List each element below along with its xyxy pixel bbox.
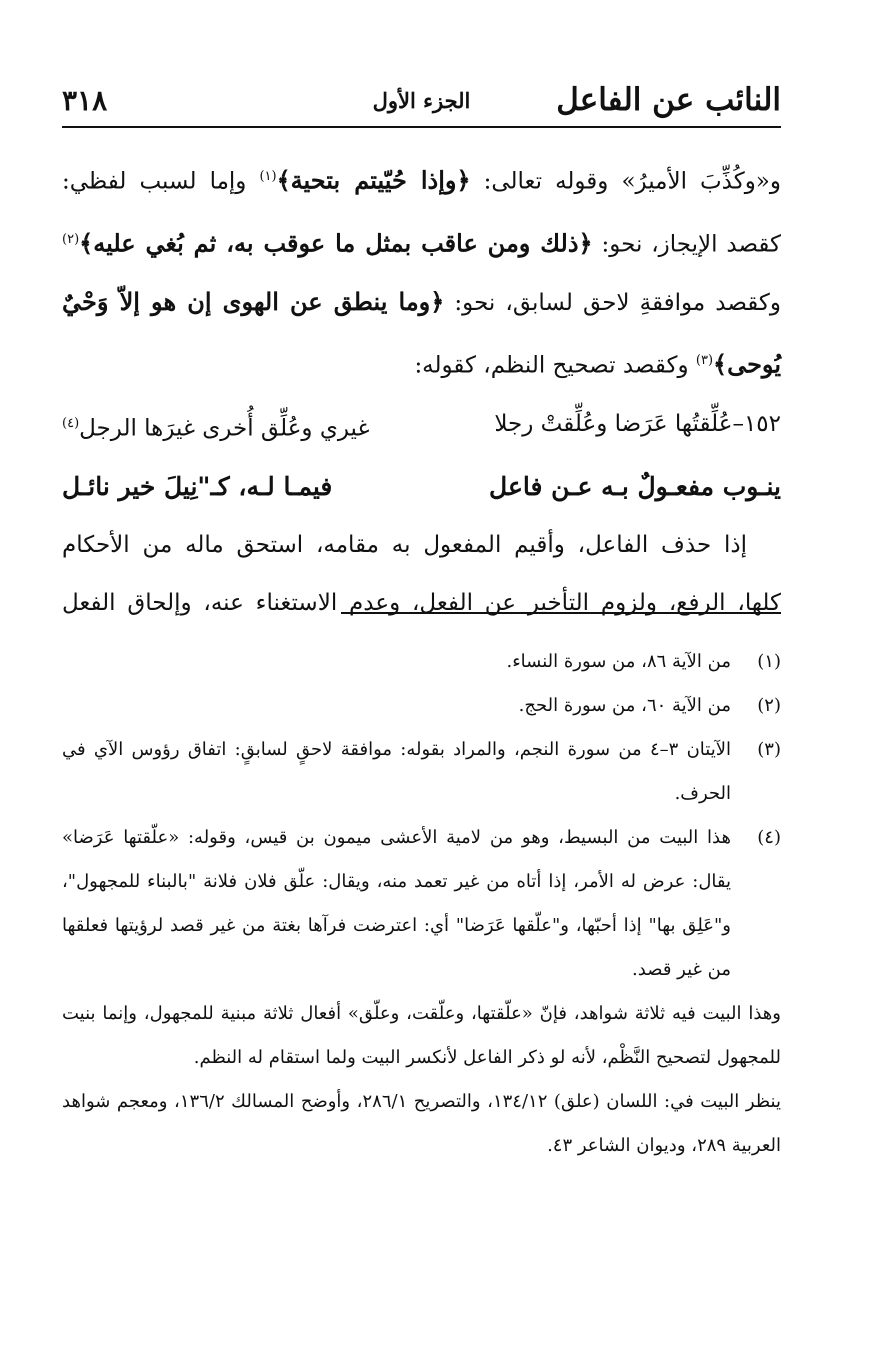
footnote-ref: (٢) (62, 231, 80, 247)
main-text (62, 148, 781, 632)
footnote-number: (٣) (757, 739, 781, 760)
verse-text: عُلِّقتُها عَرَضا وعُلِّقتْ رجلا (494, 410, 733, 437)
quran-quote: ﴿وما ينطق عن الهوى إن هو إلاّ وَحْيٌ (62, 287, 445, 317)
footnote-paragraph: وهذا البيت فيه ثلاثة شواهد، فإنّ «علّقتها، وعلّقت، وعلّق» أفعال ثلاثة مبنية للمجهول، وإنما بنيت للمجهول لتصحيح النَّظْم، لأنه لو ذكر الفاعل لأنكسر البيت ولما استقام له النظم. (62, 1003, 781, 1068)
footnote (62, 684, 781, 728)
text-run: وكقصد تصحيح النظم، كقوله: (414, 352, 696, 379)
alfiyya-verse (62, 458, 781, 516)
verse-second-hemistich (62, 395, 370, 458)
footnote-ref: (٣) (695, 353, 714, 369)
paragraph-line: كلها، الرفع، ولزوم التأخير عن الفعل، وعدم الاستغناء عنه، وإلحاق الفعل (62, 589, 781, 616)
running-header (62, 80, 781, 128)
text-line-3 (62, 273, 781, 332)
text-line-4 (62, 332, 781, 395)
text-line-2 (62, 211, 781, 274)
footnote (62, 640, 781, 684)
explanation-paragraph (62, 516, 781, 632)
alfiyya-second-hemistich: فيمـا لـه، كـ"نِيلَ خير نائـل (62, 471, 333, 501)
verse-number: ١٥٢– (732, 410, 781, 437)
footnote-number: (٢) (757, 695, 781, 716)
footnote-text: من الآية ٦٠، من سورة الحج. (518, 695, 731, 716)
text-run: و«وكُذِّبَ الأميرُ» وقوله تعالى: (470, 168, 781, 195)
footnote-paragraph: ينظر البيت في: اللسان (علق) ١٣٤/١٢، والتصريح ٢٨٦/١، وأوضح المسالك ١٣٦/٢، ومعجم شواهد العربية ٢٨٩، وديوان الشاعر ٤٣. (62, 1091, 781, 1156)
text-run: وإما لسبب لفظي: (62, 168, 260, 195)
footnote-number: (١) (757, 651, 781, 672)
quran-quote: ﴿ذلك ومن عاقب بمثل ما عوقب به، ثم بُغي عليه﴾ (79, 228, 593, 258)
footnote-ref: (٤) (62, 415, 80, 431)
footnote (62, 728, 781, 816)
footnote-divider (341, 612, 781, 614)
quran-quote: يُوحى﴾ (713, 349, 781, 379)
poetry-verse (62, 395, 781, 458)
footnotes (62, 640, 781, 1168)
quran-quote: ﴿وإذا حُيّيتم بتحية﴾ (276, 165, 471, 195)
footnote-text: هذا البيت من البسيط، وهو من لامية الأعشى ميمون بن قيس، وقوله: «علّقتها عَرَضا» يقال: عرض له الأمر، إذا أتاه من غير تعمد منه، ويقال: علّق فلان فلانة "بالبناء للمجهول"، و"عَلِق بها" إذا أحبّها، و"علّقها عَرَضا" أي: اعترضت فرآها بغتة من غير قصد لرؤيتها فعلقها من غير قصد. (62, 827, 731, 980)
alfiyya-first-hemistich: ينـوب مفعـولٌ بـه عـن فاعل (489, 471, 781, 501)
part-label: الجزء الأول (372, 88, 471, 113)
text-run: وكقصد موافقةِ لاحق لسابق، نحو: (444, 290, 781, 317)
footnote (62, 816, 781, 992)
footnote-ref: (١) (259, 169, 277, 184)
paragraph-line: إذا حذف الفاعل، وأقيم المفعول به مقامه، استحق ماله من الأحكام (62, 531, 747, 558)
footnote-text: الآيتان ٣–٤ من سورة النجم، والمراد بقوله: موافقة لاحقٍ لسابقٍ: اتفاق رؤوس الآي في الحرف. (62, 739, 731, 804)
verse-first-hemistich (494, 395, 781, 458)
text-line-1 (62, 148, 781, 211)
page-number: ٣١٨ (62, 84, 108, 117)
text-run: كقصد الإيجاز، نحو: (592, 231, 781, 258)
verse-text: غيري وعُلِّق أُخرى غيرَها الرجل (79, 415, 370, 442)
footnote-number: (٤) (757, 827, 781, 848)
footnote-text: من الآية ٨٦، من سورة النساء. (506, 651, 731, 672)
chapter-title: النائب عن الفاعل (556, 82, 781, 118)
